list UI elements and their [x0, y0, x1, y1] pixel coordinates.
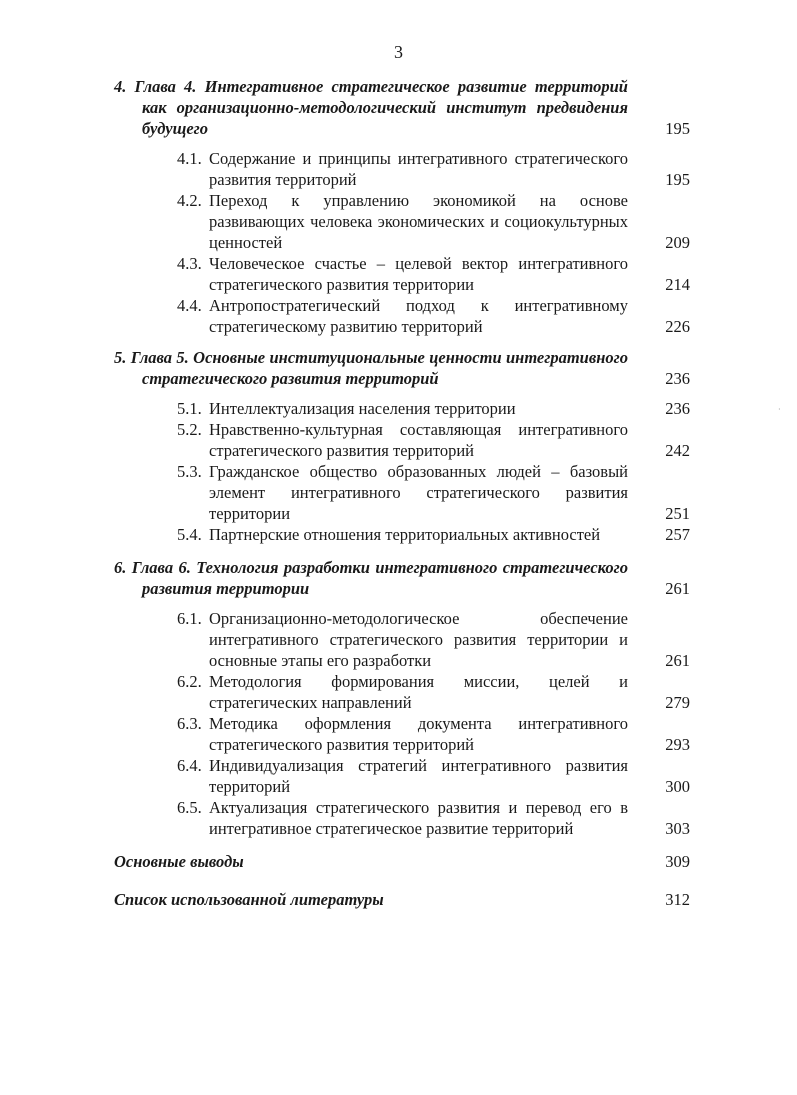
section-number: 6.1. [177, 609, 202, 628]
section-title: Человеческое счастье – целевой вектор интегративного стратегического развития территории [209, 254, 628, 294]
section-number: 4.3. [177, 254, 202, 273]
chapter-6-page: 261 [665, 579, 690, 598]
section-number: 6.2. [177, 672, 202, 691]
chapter-6-title[interactable]: 6. Глава 6. Технология разработки интегративного стратегического развития территории [114, 558, 628, 598]
chapter-4 [114, 76, 690, 139]
section-number: 6.5. [177, 798, 202, 817]
section-number: 6.4. [177, 756, 202, 775]
section-page: 242 [665, 441, 690, 460]
section-number: 4.1. [177, 149, 202, 168]
toc-entry-5-1[interactable] [177, 398, 690, 419]
section-number: 4.4. [177, 296, 202, 315]
section-page: 195 [665, 170, 690, 189]
section-title: Организационно-методологическое обеспечение интегративного стратегического развития территории и основные этапы его разработки [209, 609, 628, 670]
section-page: 226 [665, 317, 690, 336]
section-title: Индивидуализация стратегий интегративного развития территорий [209, 756, 628, 796]
table-of-contents [114, 76, 690, 910]
chapter-6 [114, 557, 690, 599]
toc-entry-6-2[interactable] [177, 671, 690, 713]
toc-entry-5-4[interactable] [177, 524, 690, 545]
conclusions-page: 309 [665, 852, 690, 871]
section-title: Партнерские отношения территориальных активностей [209, 525, 601, 544]
toc-entry-6-4[interactable] [177, 755, 690, 797]
section-page: 303 [665, 819, 690, 838]
section-title: Актуализация стратегического развития и перевод его в интегративное стратегическое развитие территорий [209, 798, 628, 838]
section-title: Переход к управлению экономикой на основе развивающих человека экономических и социокультурных ценностей [209, 191, 628, 252]
section-title: Гражданское общество образованных людей – базовый элемент интегративного стратегического развития территории [209, 462, 628, 523]
section-title: Интеллектуализация населения территории [209, 399, 516, 418]
section-number: 4.2. [177, 191, 202, 210]
toc-entry-4-3[interactable] [177, 253, 690, 295]
toc-entry-5-2[interactable] [177, 419, 690, 461]
toc-entry-6-3[interactable] [177, 713, 690, 755]
section-page: 214 [665, 275, 690, 294]
toc-entry-references[interactable] [114, 889, 690, 910]
section-number: 5.3. [177, 462, 202, 481]
section-title: Содержание и принципы интегративного стратегического развития территорий [209, 149, 628, 189]
section-number: 6.3. [177, 714, 202, 733]
conclusions-title: Основные выводы [114, 852, 244, 871]
section-title: Методика оформления документа интегративного стратегического развития территорий [209, 714, 628, 754]
toc-entry-6-1[interactable] [177, 608, 690, 671]
references-title: Список использованной литературы [114, 890, 384, 909]
page-number: 3 [394, 42, 403, 62]
section-title: Антропостратегический подход к интегративному стратегическому развитию территорий [209, 296, 628, 336]
toc-entry-5-3[interactable] [177, 461, 690, 524]
toc-entry-6-5[interactable] [177, 797, 690, 839]
section-title: Нравственно-культурная составляющая интегративного стратегического развития территорий [209, 420, 628, 460]
chapter-4-sections [114, 148, 690, 337]
chapter-6-sections [114, 608, 690, 839]
chapter-5-sections [114, 398, 690, 545]
toc-entry-4-1[interactable] [177, 148, 690, 190]
section-page: 300 [665, 777, 690, 796]
section-number: 5.2. [177, 420, 202, 439]
section-title: Методология формирования миссии, целей и стратегических направлений [209, 672, 628, 712]
chapter-4-page: 195 [665, 119, 690, 138]
chapter-4-title[interactable]: 4. Глава 4. Интегративное стратегическое развитие территорий как организационно-методологический институт предвидения будущего [114, 77, 628, 138]
section-page: 261 [665, 651, 690, 670]
section-page: 251 [665, 504, 690, 523]
chapter-5-page: 236 [665, 369, 690, 388]
section-page: 293 [665, 735, 690, 754]
toc-entry-4-4[interactable] [177, 295, 690, 337]
chapter-5-title[interactable]: 5. Глава 5. Основные институциональные ценности интегративного стратегического развития территорий [114, 348, 628, 388]
toc-entry-conclusions[interactable] [114, 851, 690, 872]
toc-entry-4-2[interactable] [177, 190, 690, 253]
section-number: 5.1. [177, 399, 202, 418]
section-page: 236 [665, 399, 690, 418]
section-page: 209 [665, 233, 690, 252]
scan-speck: · [778, 405, 781, 414]
section-number: 5.4. [177, 525, 202, 544]
section-page: 257 [665, 525, 690, 544]
section-page: 279 [665, 693, 690, 712]
references-page: 312 [665, 890, 690, 909]
chapter-5 [114, 347, 690, 389]
